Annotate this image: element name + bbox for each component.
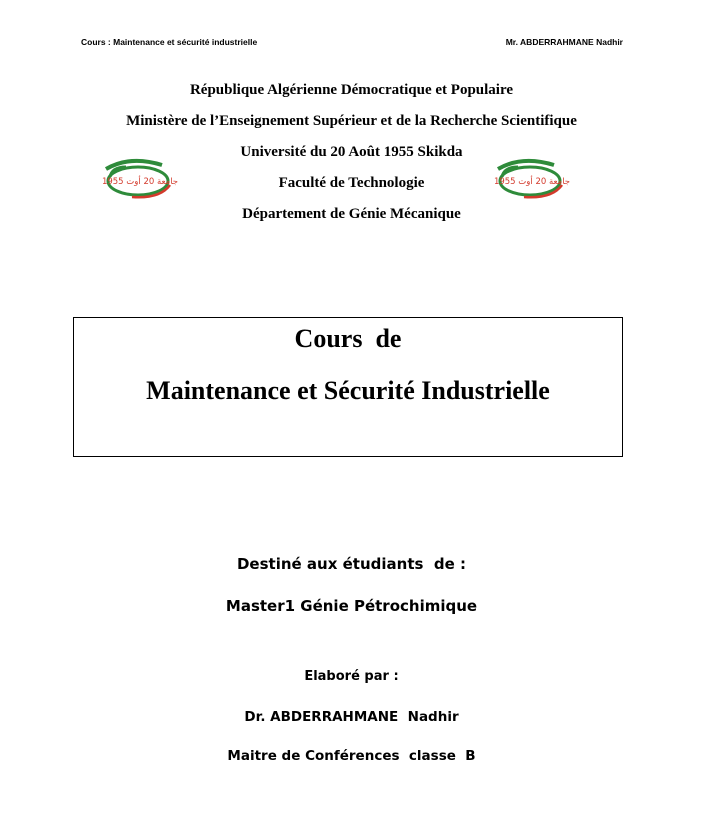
department-line: Département de Génie Mécanique [242, 206, 461, 222]
republic-line: République Algérienne Démocratique et Populaire [189, 82, 514, 98]
author-name: Dr. ABDERRAHMANE Nadhir [244, 709, 459, 725]
audience-program: Master1 Génie Pétrochimique [225, 597, 478, 615]
faculty-line: Faculté de Technologie [278, 175, 425, 191]
author-label: Elaboré par : [304, 669, 399, 684]
university-logo-left [100, 157, 180, 201]
logo-left-text: جامعة 20 أوت 1955 [101, 177, 179, 187]
university-logo-right [492, 157, 572, 201]
course-title-line-2: Maintenance et Sécurité Industrielle [146, 376, 550, 405]
course-title-box [73, 317, 623, 457]
author-rank: Maitre de Conférences classe B [227, 748, 476, 764]
audience-label: Destiné aux étudiants de : [236, 555, 466, 573]
running-head-author: Mr. ABDERRAHMANE Nadhir [505, 37, 623, 47]
course-title-line-1: Cours de [294, 324, 402, 353]
running-head-course: Cours : Maintenance et sécurité industrielle [81, 37, 258, 47]
ministry-line: Ministère de l’Enseignement Supérieur et de la Recherche Scientifique [126, 113, 577, 129]
university-line: Université du 20 Août 1955 Skikda [240, 144, 463, 160]
logo-right-text: جامعة 20 أوت 1955 [493, 177, 571, 187]
